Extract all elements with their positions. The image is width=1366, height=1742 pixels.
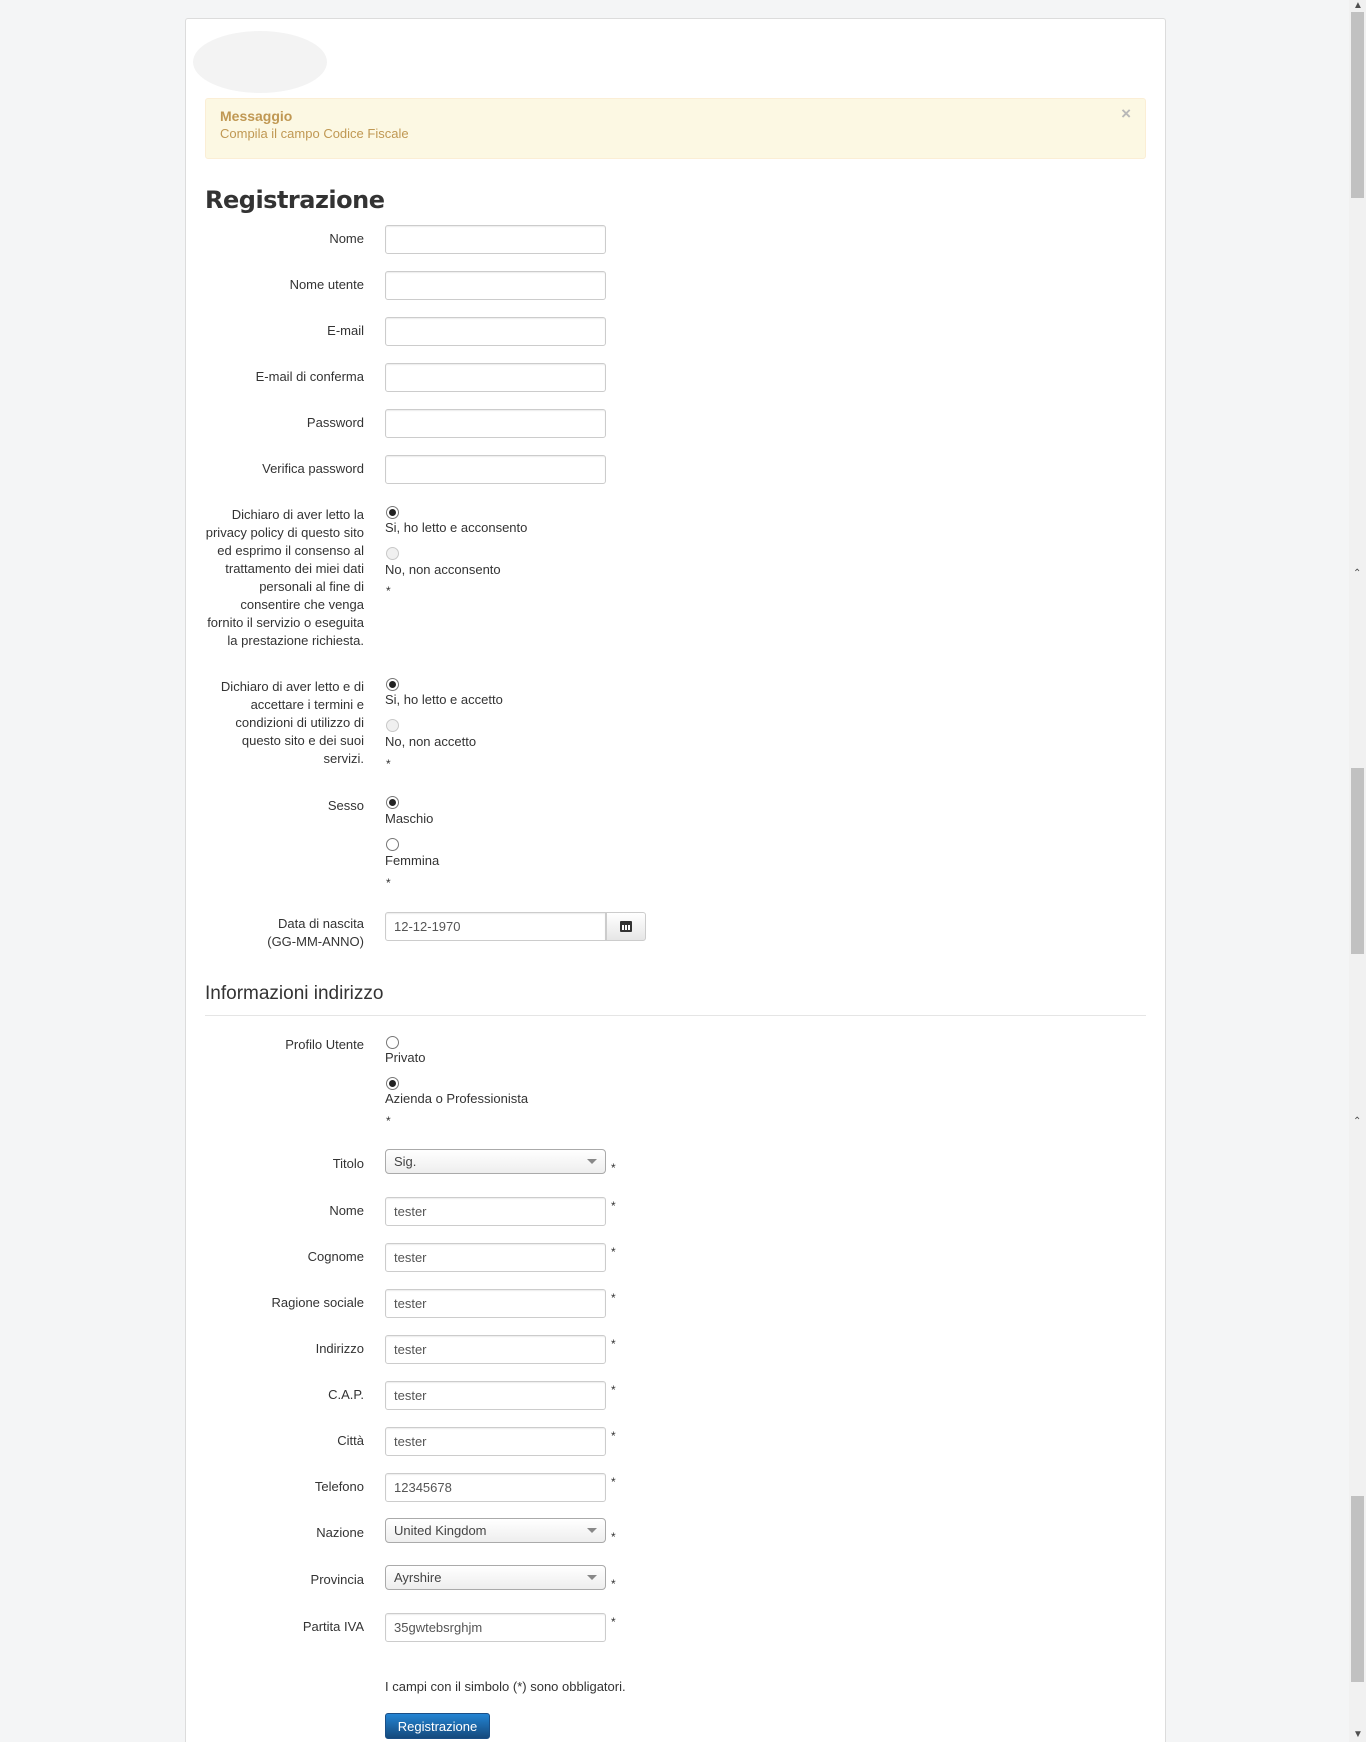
birthdate-label-line2: (GG-MM-ANNO) — [267, 934, 364, 949]
first-name-label: Nome — [329, 1203, 364, 1218]
privacy-label: Dichiaro di aver letto la privacy policy di questo sito ed esprimo il consenso al trattamento dei miei dati personali al fine di consentire che venga fornito il servizio o eseguita la prestazione richiesta. — [205, 507, 364, 648]
required-mark: * — [611, 1337, 616, 1351]
required-mark: * — [611, 1199, 616, 1213]
email-label: E-mail — [327, 323, 364, 338]
title-label: Titolo — [332, 1156, 364, 1171]
scroll-down-icon[interactable]: ▼ — [1353, 1729, 1363, 1740]
title-select[interactable] — [385, 1149, 606, 1174]
last-name-input[interactable] — [385, 1243, 606, 1272]
street-label: Indirizzo — [315, 1341, 364, 1356]
required-mark: * — [386, 876, 391, 890]
company-label: Ragione sociale — [271, 1295, 364, 1310]
street-input[interactable] — [385, 1335, 606, 1364]
country-label: Nazione — [316, 1525, 364, 1540]
password-verify-label: Verifica password — [262, 461, 364, 476]
terms-yes-label: Si, ho letto e accetto — [385, 692, 503, 707]
address-heading: Informazioni indirizzo — [205, 981, 1146, 1016]
privacy-yes-label: Si, ho letto e acconsento — [385, 520, 528, 535]
terms-no-label: No, non accetto — [385, 734, 477, 749]
birthdate-label — [194, 915, 364, 951]
vat-input[interactable] — [385, 1613, 606, 1642]
birthdate-label-line1: Data di nascita — [278, 916, 364, 931]
privacy-no-label: No, non acconsento — [385, 562, 501, 577]
required-mark: * — [611, 1291, 616, 1305]
chevron-down-icon — [587, 1528, 597, 1533]
required-mark: * — [611, 1615, 616, 1629]
name-input[interactable] — [385, 225, 606, 254]
city-input[interactable] — [385, 1427, 606, 1456]
site-logo — [193, 31, 327, 93]
scroll-thumb[interactable] — [1351, 1496, 1364, 1682]
email-confirm-input[interactable] — [385, 363, 606, 392]
company-input[interactable] — [385, 1289, 606, 1318]
password-label: Password — [306, 415, 364, 430]
gender-male-radio[interactable] — [386, 796, 399, 809]
province-label: Provincia — [310, 1572, 364, 1587]
required-mark: * — [611, 1383, 616, 1397]
country-select[interactable] — [385, 1518, 606, 1543]
title-select-value: Sig. — [394, 1154, 417, 1169]
profile-label: Profilo Utente — [285, 1037, 364, 1052]
alert-title: Messaggio — [220, 108, 293, 124]
scroll-section-icon: ⌃ — [1353, 568, 1362, 579]
password-input[interactable] — [385, 409, 606, 438]
scroll-thumb[interactable] — [1351, 768, 1364, 954]
last-name-label: Cognome — [307, 1249, 364, 1264]
required-mark: * — [611, 1161, 616, 1175]
profile-company-radio[interactable] — [386, 1077, 399, 1090]
province-select[interactable] — [385, 1565, 606, 1590]
chevron-down-icon — [587, 1159, 597, 1164]
close-icon[interactable]: × — [1121, 104, 1131, 123]
registration-heading: Registrazione — [205, 186, 385, 214]
page-scrollbar[interactable] — [1349, 0, 1366, 1742]
required-mark: * — [611, 1245, 616, 1259]
required-mark: * — [386, 757, 391, 771]
first-name-input[interactable] — [385, 1197, 606, 1226]
required-mark: * — [611, 1530, 616, 1544]
gender-label: Sesso — [327, 798, 364, 813]
terms-no-radio[interactable] — [386, 719, 399, 732]
required-mark: * — [611, 1577, 616, 1591]
name-label: Nome — [329, 231, 364, 246]
profile-company-label: Azienda o Professionista — [385, 1091, 529, 1106]
registration-card — [185, 18, 1166, 1742]
province-select-value: Ayrshire — [394, 1570, 442, 1585]
zip-label: C.A.P. — [328, 1387, 364, 1402]
phone-label: Telefono — [314, 1479, 364, 1494]
country-select-value: United Kingdom — [394, 1523, 487, 1538]
scroll-section-icon: ⌃ — [1353, 1116, 1362, 1127]
zip-input[interactable] — [385, 1381, 606, 1410]
profile-private-radio[interactable] — [386, 1036, 399, 1049]
gender-female-radio[interactable] — [386, 838, 399, 851]
profile-private-label: Privato — [385, 1050, 426, 1065]
username-input[interactable] — [385, 271, 606, 300]
email-input[interactable] — [385, 317, 606, 346]
required-fields-note: I campi con il simbolo (*) sono obbligatori. — [385, 1679, 626, 1694]
city-label: Città — [337, 1433, 364, 1448]
calendar-button[interactable] — [606, 912, 646, 941]
gender-male-label: Maschio — [385, 811, 434, 826]
chevron-down-icon — [587, 1575, 597, 1580]
alert-message: Compila il campo Codice Fiscale — [220, 126, 409, 141]
register-button[interactable]: Registrazione — [385, 1713, 490, 1739]
scroll-thumb[interactable] — [1351, 12, 1364, 198]
calendar-icon — [620, 921, 632, 932]
vat-label: Partita IVA — [302, 1619, 364, 1634]
phone-input[interactable] — [385, 1473, 606, 1502]
required-mark: * — [386, 1114, 391, 1128]
password-verify-input[interactable] — [385, 455, 606, 484]
username-label: Nome utente — [289, 277, 364, 292]
gender-female-label: Femmina — [385, 853, 440, 868]
privacy-yes-radio[interactable] — [386, 506, 399, 519]
scroll-up-icon[interactable]: ▲ — [1353, 0, 1363, 11]
required-mark: * — [611, 1475, 616, 1489]
birthdate-input[interactable] — [385, 912, 606, 941]
message-alert — [205, 98, 1146, 159]
privacy-no-radio[interactable] — [386, 547, 399, 560]
terms-label: Dichiaro di aver letto e di accettare i termini e condizioni di utilizzo di questo sito e dei suoi servizi. — [220, 679, 364, 766]
email-confirm-label: E-mail di conferma — [255, 369, 364, 384]
terms-yes-radio[interactable] — [386, 678, 399, 691]
required-mark: * — [386, 584, 391, 598]
required-mark: * — [611, 1429, 616, 1443]
